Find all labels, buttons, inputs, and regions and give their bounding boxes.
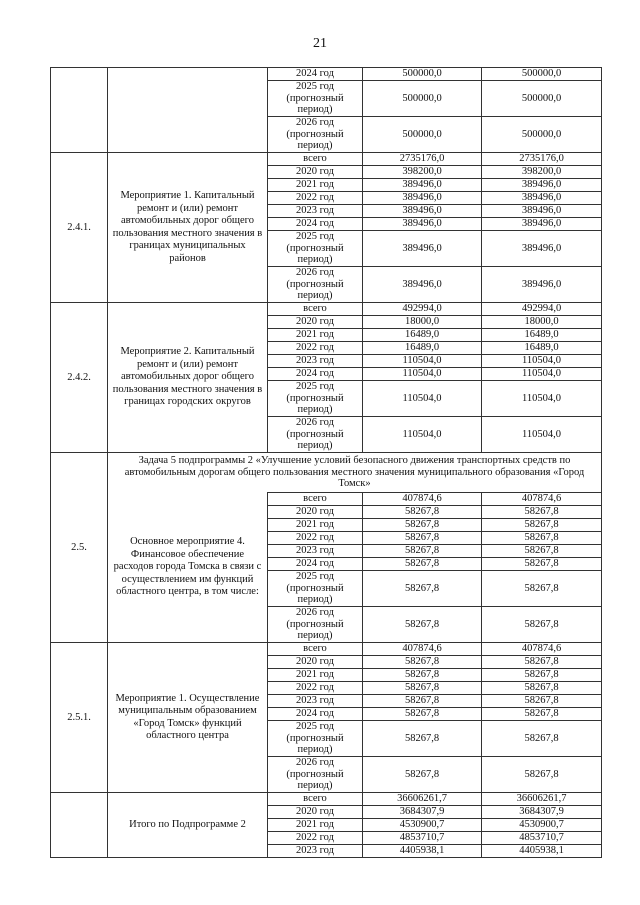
value-cell: 58267,8 [363,721,482,757]
value-cell: 389496,0 [363,192,482,205]
period-cell: 2021 год [268,179,363,192]
value-cell: 58267,8 [363,695,482,708]
value-cell: 16489,0 [482,342,602,355]
value-cell: 500000,0 [482,68,602,81]
value-cell: 58267,8 [363,669,482,682]
period-cell: 2023 год [268,355,363,368]
value-cell: 58267,8 [482,669,602,682]
value-cell: 389496,0 [482,192,602,205]
value-cell: 4530900,7 [482,819,602,832]
value-cell: 36606261,7 [482,793,602,806]
section-2-4-2-name: Мероприятие 2. Капитальный ремонт и (или) ремонт автомобильных дорог общего пользования местного значения в границах городских округов [108,303,268,453]
section-2-5-code: 2.5. [51,453,108,643]
value-cell: 58267,8 [363,656,482,669]
table-row [51,493,602,506]
value-cell: 58267,8 [482,607,602,643]
period-cell: 2020 год [268,166,363,179]
period-cell: 2025 год (прогнозный период) [268,721,363,757]
value-cell: 58267,8 [482,545,602,558]
value-cell: 58267,8 [363,532,482,545]
value-cell: 389496,0 [482,179,602,192]
value-cell: 492994,0 [482,303,602,316]
period-cell: 2026 год (прогнозный период) [268,757,363,793]
value-cell: 16489,0 [363,329,482,342]
budget-table-body [51,68,602,858]
value-cell: 58267,8 [363,682,482,695]
period-cell: 2021 год [268,819,363,832]
value-cell: 58267,8 [363,519,482,532]
value-cell: 58267,8 [482,506,602,519]
budget-table [50,67,602,858]
value-cell: 110504,0 [482,355,602,368]
period-cell: 2025 год (прогнозный период) [268,571,363,607]
table-row [51,643,602,656]
value-cell: 18000,0 [482,316,602,329]
value-cell: 58267,8 [363,757,482,793]
period-cell: 2023 год [268,205,363,218]
value-cell: 389496,0 [482,267,602,303]
value-cell: 58267,8 [482,571,602,607]
period-cell: 2020 год [268,806,363,819]
period-cell: 2023 год [268,695,363,708]
period-cell: 2022 год [268,342,363,355]
value-cell: 110504,0 [363,368,482,381]
section-2-4-1-code: 2.4.1. [51,153,108,303]
section-2-5-name: Основное мероприятие 4. Финансовое обеспечение расходов города Томска в связи с осуществлением им функций областного центра, в том числе: [108,493,268,643]
period-cell: 2025 год (прогнозный период) [268,231,363,267]
value-cell: 3684307,9 [363,806,482,819]
value-cell: 58267,8 [482,757,602,793]
value-cell: 58267,8 [482,695,602,708]
period-cell: всего [268,493,363,506]
period-cell: 2023 год [268,845,363,858]
value-cell: 407874,6 [363,643,482,656]
period-cell: 2021 год [268,669,363,682]
value-cell: 389496,0 [363,267,482,303]
value-cell: 4853710,7 [363,832,482,845]
value-cell: 58267,8 [482,656,602,669]
period-cell: 2024 год [268,218,363,231]
value-cell: 389496,0 [363,218,482,231]
continued-code [51,68,108,153]
value-cell: 407874,6 [482,493,602,506]
task-header-row [51,453,602,493]
value-cell: 58267,8 [482,519,602,532]
value-cell: 389496,0 [363,205,482,218]
period-cell: 2026 год (прогнозный период) [268,267,363,303]
period-cell: 2026 год (прогнозный период) [268,417,363,453]
value-cell: 18000,0 [363,316,482,329]
total-name: Итого по Подпрограмме 2 [108,793,268,858]
value-cell: 58267,8 [363,571,482,607]
value-cell: 500000,0 [482,117,602,153]
value-cell: 58267,8 [363,607,482,643]
value-cell: 4405938,1 [482,845,602,858]
value-cell: 4853710,7 [482,832,602,845]
period-cell: 2025 год (прогнозный период) [268,381,363,417]
value-cell: 110504,0 [363,381,482,417]
value-cell: 58267,8 [363,708,482,721]
period-cell: 2023 год [268,545,363,558]
period-cell: 2021 год [268,329,363,342]
value-cell: 58267,8 [363,545,482,558]
value-cell: 4405938,1 [363,845,482,858]
value-cell: 398200,0 [482,166,602,179]
value-cell: 58267,8 [482,558,602,571]
value-cell: 58267,8 [363,506,482,519]
value-cell: 389496,0 [363,179,482,192]
value-cell: 110504,0 [363,417,482,453]
value-cell: 4530900,7 [363,819,482,832]
value-cell: 389496,0 [482,205,602,218]
table-row [51,153,602,166]
period-cell: 2020 год [268,656,363,669]
period-cell: 2025 год (прогнозный период) [268,81,363,117]
value-cell: 389496,0 [363,231,482,267]
value-cell: 389496,0 [482,231,602,267]
period-cell: 2020 год [268,506,363,519]
value-cell: 407874,6 [482,643,602,656]
section-2-5-1-name: Мероприятие 1. Осуществление муниципальным образованием «Город Томск» функций областного центра [108,643,268,793]
period-cell: 2024 год [268,368,363,381]
value-cell: 110504,0 [482,381,602,417]
value-cell: 500000,0 [363,117,482,153]
value-cell: 3684307,9 [482,806,602,819]
value-cell: 110504,0 [363,355,482,368]
period-cell: 2022 год [268,682,363,695]
period-cell: 2026 год (прогнозный период) [268,607,363,643]
value-cell: 407874,6 [363,493,482,506]
period-cell: 2022 год [268,532,363,545]
value-cell: 500000,0 [363,81,482,117]
value-cell: 58267,8 [482,532,602,545]
period-cell: 2024 год [268,558,363,571]
value-cell: 36606261,7 [363,793,482,806]
value-cell: 2735176,0 [363,153,482,166]
value-cell: 58267,8 [482,682,602,695]
value-cell: 492994,0 [363,303,482,316]
value-cell: 110504,0 [482,368,602,381]
value-cell: 110504,0 [482,417,602,453]
section-2-4-1-name: Мероприятие 1. Капитальный ремонт и (или) ремонт автомобильных дорог общего пользования местного значения в границах муниципальных районов [108,153,268,303]
period-cell: 2022 год [268,832,363,845]
period-cell: 2024 год [268,68,363,81]
continued-name [108,68,268,153]
value-cell: 2735176,0 [482,153,602,166]
section-2-4-2-code: 2.4.2. [51,303,108,453]
section-2-5-1-code: 2.5.1. [51,643,108,793]
value-cell: 16489,0 [363,342,482,355]
value-cell: 58267,8 [363,558,482,571]
table-row [51,793,602,806]
page-number: 21 [313,36,327,51]
table-row [51,68,602,81]
period-cell: всего [268,643,363,656]
table-row [51,303,602,316]
period-cell: 2020 год [268,316,363,329]
period-cell: 2026 год (прогнозный период) [268,117,363,153]
period-cell: всего [268,153,363,166]
value-cell: 58267,8 [482,721,602,757]
period-cell: 2021 год [268,519,363,532]
value-cell: 500000,0 [482,81,602,117]
period-cell: 2024 год [268,708,363,721]
period-cell: всего [268,793,363,806]
value-cell: 500000,0 [363,68,482,81]
value-cell: 398200,0 [363,166,482,179]
total-code [51,793,108,858]
period-cell: 2022 год [268,192,363,205]
value-cell: 16489,0 [482,329,602,342]
value-cell: 389496,0 [482,218,602,231]
value-cell: 58267,8 [482,708,602,721]
period-cell: всего [268,303,363,316]
task-5-title: Задача 5 подпрограммы 2 «Улучшение условий безопасного движения транспортных средств по автомобильным дорогам общего пользования местного значения муниципального образования «Город Томск» [108,453,602,493]
